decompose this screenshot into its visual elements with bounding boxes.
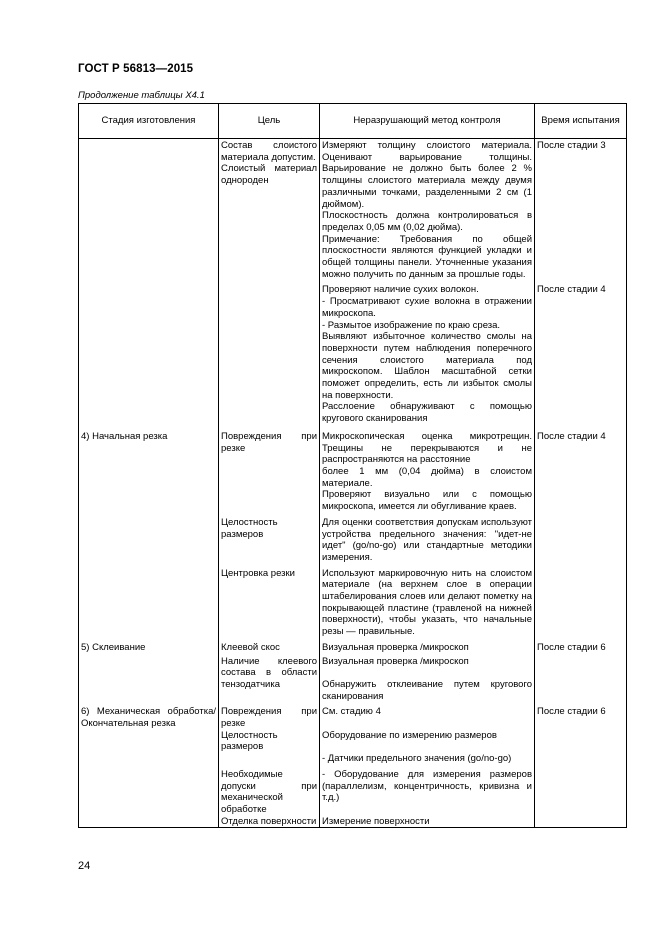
method-paragraph: Используют маркировочную нить на слоистом материале (на верхнем слое в операции штабелирования слоев или делают пометку на покрывающей пластине (травленой на нижней поверхности), чтобы указать, что начальные резы — правильные. [322, 567, 532, 638]
table-row [79, 568, 627, 642]
cell-time [535, 730, 627, 769]
cell-time: После стадии 3 [535, 139, 627, 285]
cell-stage: 5) Склеивание [79, 642, 219, 656]
cell-stage [79, 139, 219, 285]
goal-paragraph: Повреждения при резке [221, 706, 317, 730]
method-paragraph: Микроскопическая оценка микротрещин. Трещины не перекрываются и не распространяются на расстояние [322, 430, 532, 466]
table-row [79, 769, 627, 816]
cell-stage: 6) Механическая обработка/Окончательная резка [79, 706, 219, 729]
goal-paragraph: Наличие клеевого состава в области тензодатчика [221, 655, 317, 690]
method-paragraph [322, 667, 532, 679]
cell-goal [219, 730, 320, 769]
table-row [79, 517, 627, 568]
method-paragraph: более 1 мм (0,04 дюйма) в слоистом материале. [322, 465, 532, 489]
table-row [79, 642, 627, 656]
cell-method [320, 656, 535, 707]
goal-paragraph: Центровка резки [221, 567, 295, 579]
table-row [79, 284, 627, 430]
method-paragraph: Визуальная проверка /микроскоп [322, 655, 469, 667]
table-row [79, 730, 627, 769]
method-paragraph: - Просматривают сухие волокна в отражении микроскопа. [322, 296, 532, 319]
cell-method [320, 816, 535, 828]
cell-method [320, 769, 535, 816]
cell-time [535, 769, 627, 816]
cell-method [320, 431, 535, 517]
method-paragraph: Плоскостность должна контролироваться в пределах 0,05 мм (0,02 дюйма). [322, 210, 532, 233]
cell-goal [219, 816, 320, 828]
cell-method [320, 706, 535, 729]
cell-goal [219, 139, 320, 285]
cell-stage [79, 730, 219, 769]
table-header-row [79, 104, 627, 139]
table-row [79, 431, 627, 517]
inspection-table [78, 103, 627, 828]
cell-goal [219, 517, 320, 568]
cell-time: После стадии 6 [535, 706, 627, 729]
cell-goal [219, 431, 320, 517]
table-row [79, 816, 627, 828]
method-paragraph: Проверяют визуально или с помощью микроскопа, имеется ли обугливание краев. [322, 489, 532, 513]
method-paragraph: - Размытое изображение по краю среза. [322, 319, 501, 331]
document-header: ГОСТ Р 56813—2015 [78, 63, 194, 75]
cell-method [320, 642, 535, 656]
method-paragraph: Проверяют наличие сухих волокон. [322, 284, 479, 296]
method-paragraph: Визуальная проверка /микроскоп [322, 641, 469, 653]
cell-time [535, 568, 627, 642]
cell-method [320, 284, 535, 430]
table-row [79, 139, 627, 285]
column-header-time: Время испытания [535, 104, 627, 139]
method-paragraph: См. стадию 4 [322, 706, 381, 718]
method-paragraph: - Оборудование для измерения размеров (параллелизм, концентричность, кривизна и т.д.) [322, 768, 532, 804]
goal-paragraph: Целостность размеров [221, 729, 278, 753]
cell-method [320, 568, 535, 642]
cell-method [320, 139, 535, 285]
cell-goal [219, 656, 320, 707]
cell-time [535, 656, 627, 707]
cell-time: После стадии 6 [535, 642, 627, 656]
cell-goal [219, 706, 320, 729]
method-paragraph: Обнаружить отклеивание путем кругового сканирования [322, 678, 532, 702]
table-row [79, 656, 627, 707]
column-header-goal: Цель [219, 104, 320, 139]
cell-method [320, 730, 535, 769]
method-paragraph: Измеряют толщину слоистого материала. Оценивают варьирование толщины. Варьирование не должно быть более 2 % толщины слоистого материала между двумя различными точками, разделенными 2 см (1 дюймом). [322, 140, 532, 210]
cell-time: После стадии 4 [535, 431, 627, 517]
cell-goal [219, 642, 320, 656]
cell-goal [219, 568, 320, 642]
cell-method [320, 517, 535, 568]
goal-paragraph: Состав слоистого материала допустим. [221, 140, 317, 163]
cell-stage: 4) Начальная резка [79, 431, 219, 517]
method-paragraph: Оборудование по измерению размеров [322, 729, 497, 741]
goal-paragraph: Необходимые допуски при механической обработке [221, 768, 317, 815]
column-header-stage: Стадия изготовления [79, 104, 219, 139]
cell-time: После стадии 4 [535, 284, 627, 430]
cell-stage [79, 769, 219, 816]
cell-stage [79, 284, 219, 430]
cell-stage [79, 568, 219, 642]
method-paragraph: Расслоение обнаруживают с помощью кругового сканирования [322, 401, 532, 425]
table-body [79, 139, 627, 828]
cell-goal [219, 284, 320, 430]
method-paragraph: - Датчики предельного значения (go/no-go) [322, 753, 512, 765]
goal-paragraph: Целостность размеров [221, 516, 278, 540]
method-paragraph: Выявляют избыточное количество смолы на поверхности путем наблюдения поперечного сечения слоистого материала под микроскопом. Шаблон масштабной сетки поможет определить, есть ли избыток смолы на поверхности. [322, 331, 532, 401]
cell-stage [79, 816, 219, 828]
cell-goal [219, 769, 320, 816]
table-row [79, 706, 627, 729]
cell-stage [79, 656, 219, 707]
method-paragraph [322, 741, 532, 753]
column-header-method: Неразрушающий метод контроля [320, 104, 535, 139]
method-paragraph: Измерение поверхности [322, 815, 430, 827]
table-caption: Продолжение таблицы Х4.1 [78, 90, 205, 101]
method-paragraph: Для оценки соответствия допускам используют устройства предельного значения: "идет-не идет" (go/no-go) или стандартные методики измерения. [322, 516, 532, 563]
method-paragraph: Примечание: Требования по общей плоскостности являются функцией укладки и общей толщины панели. Уточненные указания можно получить по данным за прошлые годы. [322, 233, 532, 280]
cell-time [535, 517, 627, 568]
cell-stage [79, 517, 219, 568]
goal-paragraph: Отделка поверхности [221, 815, 317, 827]
goal-paragraph: Повреждения при резке [221, 430, 317, 454]
goal-paragraph: Клеевой скос [221, 641, 280, 653]
page-number: 24 [78, 860, 91, 872]
cell-time [535, 816, 627, 828]
goal-paragraph: Слоистый материал однороден [221, 163, 317, 187]
